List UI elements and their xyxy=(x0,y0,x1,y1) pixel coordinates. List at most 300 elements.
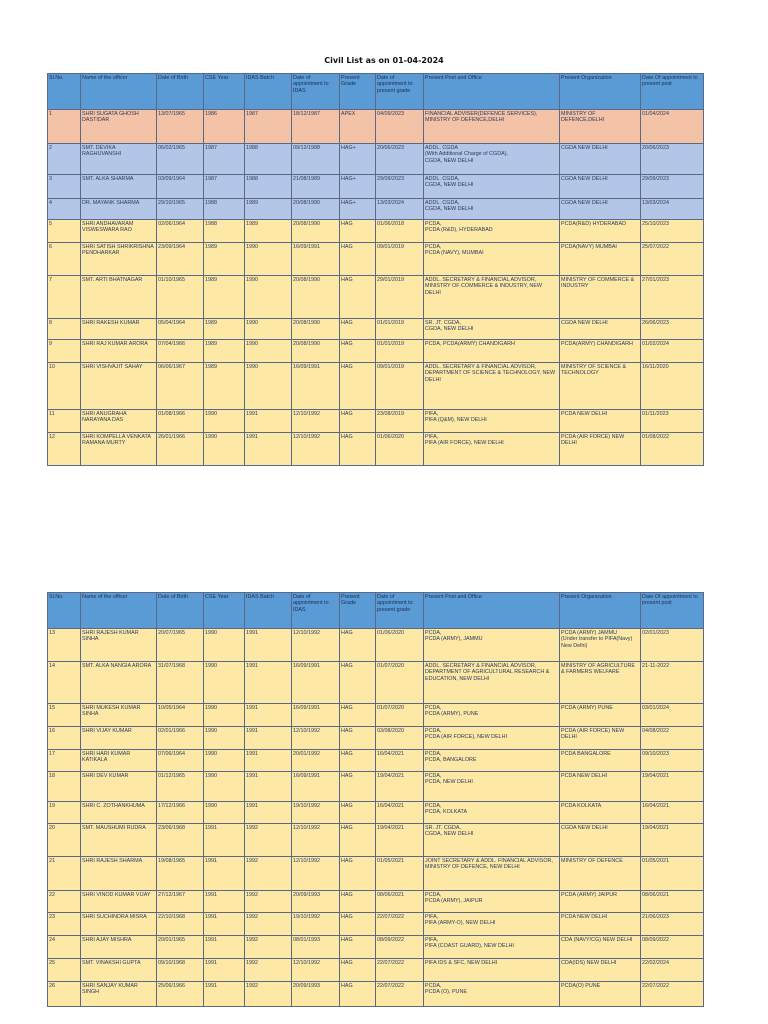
idas-batch-cell: 1987 xyxy=(245,110,292,144)
table-row xyxy=(48,319,704,340)
cse-year-cell: 1990 xyxy=(204,727,245,750)
sl-no-cell: 21 xyxy=(48,857,81,891)
post-appointment-date-cell: 27/01/2023 xyxy=(641,276,704,319)
grade-appointment-date-cell: 01/07/2020 xyxy=(376,662,424,704)
column-header: CSE Year xyxy=(204,74,245,110)
sl-no-cell: 26 xyxy=(48,982,81,1007)
date-of-birth-cell: 31/07/1968 xyxy=(157,662,204,704)
table-row xyxy=(48,750,704,772)
table-header-row xyxy=(48,593,704,629)
idas-batch-cell: 1991 xyxy=(245,750,292,772)
cse-year-cell: 1989 xyxy=(204,363,245,410)
idas-appointment-date-cell: 21/08/1989 xyxy=(292,175,340,199)
post-appointment-date-cell: 20/06/2023 xyxy=(641,144,704,175)
present-grade-cell: HAG xyxy=(340,959,376,982)
present-grade-cell: HAG+ xyxy=(340,199,376,220)
date-of-birth-cell: 06/02/1965 xyxy=(157,144,204,175)
officer-name-cell: SHRI SANJAY KUMAR SINGH xyxy=(81,982,157,1007)
sl-no-cell: 7 xyxy=(48,276,81,319)
idas-batch-cell: 1992 xyxy=(245,936,292,959)
officer-name-cell: SHRI AJAY MISHRA xyxy=(81,936,157,959)
cse-year-cell: 1991 xyxy=(204,857,245,891)
date-of-birth-cell: 03/09/1964 xyxy=(157,175,204,199)
cse-year-cell: 1991 xyxy=(204,913,245,936)
cse-year-cell: 1988 xyxy=(204,220,245,243)
sl-no-cell: 3 xyxy=(48,175,81,199)
sl-no-cell: 10 xyxy=(48,363,81,410)
present-organization-cell: MINISTRY OF COMMERCE & INDUSTRY xyxy=(560,276,641,319)
table-row xyxy=(48,276,704,319)
idas-appointment-date-cell: 12/10/1992 xyxy=(292,857,340,891)
table-row xyxy=(48,243,704,276)
present-post-cell: PIFA, PIFA (COAST GUARD), NEW DELHI xyxy=(424,936,560,959)
cse-year-cell: 1990 xyxy=(204,802,245,824)
present-post-cell: ADDL. SECRETARY & FINANCIAL ADVISOR, MINISTRY OF COMMERCE & INDUSTRY, NEW DELHI xyxy=(424,276,560,319)
column-header: IDAS Batch xyxy=(245,593,292,629)
grade-appointment-date-cell: 09/01/2019 xyxy=(376,363,424,410)
idas-batch-cell: 1988 xyxy=(245,175,292,199)
grade-appointment-date-cell: 01/01/2019 xyxy=(376,340,424,363)
present-grade-cell: HAG xyxy=(340,891,376,913)
present-post-cell: PCDA, PCDA, NEW DELHI xyxy=(424,772,560,802)
page-title: Civil List as on 01-04-2024 xyxy=(324,56,444,65)
column-header: IDAS Batch xyxy=(245,74,292,110)
table-row xyxy=(48,704,704,727)
post-appointment-date-cell: 08/09/2022 xyxy=(641,936,704,959)
idas-appointment-date-cell: 12/10/1992 xyxy=(292,410,340,433)
present-organization-cell: PCDA BANGALORE xyxy=(560,750,641,772)
date-of-birth-cell: 27/12/1967 xyxy=(157,891,204,913)
officer-name-cell: SHRI HARI KUMAR KATIKALA xyxy=(81,750,157,772)
grade-appointment-date-cell: 23/08/2019 xyxy=(376,410,424,433)
grade-appointment-date-cell: 04/09/2023 xyxy=(376,110,424,144)
cse-year-cell: 1990 xyxy=(204,410,245,433)
cse-year-cell: 1987 xyxy=(204,175,245,199)
table-row xyxy=(48,982,704,1007)
present-post-cell: PCDA, PCDA (O), PUNE xyxy=(424,982,560,1007)
grade-appointment-date-cell: 29/01/2019 xyxy=(376,276,424,319)
date-of-birth-cell: 23/09/1964 xyxy=(157,243,204,276)
idas-batch-cell: 1990 xyxy=(245,363,292,410)
civil-list-table-2 xyxy=(47,592,704,1007)
present-post-cell: ADDL. CGDA, CGDA, NEW DELHI xyxy=(424,175,560,199)
post-appointment-date-cell: 21-11-2022 xyxy=(641,662,704,704)
sl-no-cell: 5 xyxy=(48,220,81,243)
grade-appointment-date-cell: 01/06/2020 xyxy=(376,433,424,466)
officer-name-cell: SHRI VINOD KUMAR VIJAY xyxy=(81,891,157,913)
post-appointment-date-cell: 01/11/2023 xyxy=(641,410,704,433)
idas-appointment-date-cell: 16/09/1991 xyxy=(292,243,340,276)
present-organization-cell: PCDA(O) PUNE xyxy=(560,982,641,1007)
date-of-birth-cell: 20/07/1965 xyxy=(157,629,204,662)
cse-year-cell: 1987 xyxy=(204,144,245,175)
grade-appointment-date-cell: 08/09/2022 xyxy=(376,936,424,959)
present-post-cell: PCDA, PCDA(ARMY) CHANDIGARH xyxy=(424,340,560,363)
grade-appointment-date-cell: 22/07/2022 xyxy=(376,982,424,1007)
grade-appointment-date-cell: 08/06/2021 xyxy=(376,891,424,913)
cse-year-cell: 1990 xyxy=(204,750,245,772)
sl-no-cell: 24 xyxy=(48,936,81,959)
idas-batch-cell: 1992 xyxy=(245,913,292,936)
column-header: Sl.No. xyxy=(48,74,81,110)
idas-appointment-date-cell: 19/10/1992 xyxy=(292,913,340,936)
present-grade-cell: HAG xyxy=(340,857,376,891)
present-grade-cell: HAG xyxy=(340,319,376,340)
post-appointment-date-cell: 19/04/2021 xyxy=(641,772,704,802)
idas-appointment-date-cell: 20/01/1992 xyxy=(292,750,340,772)
cse-year-cell: 1990 xyxy=(204,704,245,727)
present-organization-cell: MINISTRY OF DEFENCE xyxy=(560,857,641,891)
date-of-birth-cell: 07/06/1964 xyxy=(157,750,204,772)
present-organization-cell: PCDA NEW DELHI xyxy=(560,410,641,433)
officer-name-cell: SHRI RAKESH KUMAR xyxy=(81,319,157,340)
column-header: Present Grade xyxy=(340,74,376,110)
column-header: Name of the officer xyxy=(81,74,157,110)
present-organization-cell: PCDA(ARMY) CHANDIGARH xyxy=(560,340,641,363)
table-row xyxy=(48,857,704,891)
column-header: Date Of appointment to present post xyxy=(641,593,704,629)
column-header: Name of the officer xyxy=(81,593,157,629)
sl-no-cell: 18 xyxy=(48,772,81,802)
present-grade-cell: HAG xyxy=(340,727,376,750)
column-header: Sl.No. xyxy=(48,593,81,629)
officer-name-cell: SHRI C. ZOTHANKHUMA xyxy=(81,802,157,824)
present-organization-cell: PCDA (AIR FORCE) NEW DELHI xyxy=(560,433,641,466)
cse-year-cell: 1986 xyxy=(204,110,245,144)
present-grade-cell: HAG xyxy=(340,276,376,319)
post-appointment-date-cell: 22/02/2024 xyxy=(641,959,704,982)
officer-name-cell: SHRI VIJAY KUMAR xyxy=(81,727,157,750)
grade-appointment-date-cell: 01/06/2018 xyxy=(376,220,424,243)
sl-no-cell: 22 xyxy=(48,891,81,913)
post-appointment-date-cell: 25/07/2022 xyxy=(641,243,704,276)
date-of-birth-cell: 29/10/1965 xyxy=(157,199,204,220)
present-organization-cell: MINISTRY OF SCIENCE & TECHNOLOGY xyxy=(560,363,641,410)
column-header: Present Organization xyxy=(560,593,641,629)
table-row xyxy=(48,363,704,410)
cse-year-cell: 1989 xyxy=(204,276,245,319)
post-appointment-date-cell: 01/08/2022 xyxy=(641,433,704,466)
officer-name-cell: SHRI ANDHAVARAM VISWESWARA RAO xyxy=(81,220,157,243)
sl-no-cell: 25 xyxy=(48,959,81,982)
date-of-birth-cell: 10/05/1964 xyxy=(157,704,204,727)
cse-year-cell: 1989 xyxy=(204,340,245,363)
idas-appointment-date-cell: 12/10/1992 xyxy=(292,727,340,750)
present-grade-cell: HAG xyxy=(340,936,376,959)
idas-batch-cell: 1990 xyxy=(245,276,292,319)
officer-name-cell: SHRI SATISH SHRIKRISHNA PENDHARKAR xyxy=(81,243,157,276)
post-appointment-date-cell: 25/10/2023 xyxy=(641,220,704,243)
idas-appointment-date-cell: 20/09/1993 xyxy=(292,891,340,913)
date-of-birth-cell: 19/08/1965 xyxy=(157,857,204,891)
sl-no-cell: 8 xyxy=(48,319,81,340)
present-organization-cell: PCDA (ARMY) JAMMU (Under transfer to PIFA(Navy) New Delhi) xyxy=(560,629,641,662)
grade-appointment-date-cell: 29/09/2023 xyxy=(376,175,424,199)
table-row xyxy=(48,727,704,750)
present-post-cell: PCDA, PCDA (R&D), HYDERABAD xyxy=(424,220,560,243)
present-post-cell: PIFA, PIFA (Q&M), NEW DELHI xyxy=(424,410,560,433)
present-grade-cell: HAG xyxy=(340,982,376,1007)
idas-appointment-date-cell: 20/09/1993 xyxy=(292,982,340,1007)
idas-appointment-date-cell: 08/01/1993 xyxy=(292,936,340,959)
idas-appointment-date-cell: 12/10/1992 xyxy=(292,959,340,982)
present-grade-cell: HAG xyxy=(340,363,376,410)
post-appointment-date-cell: 01/05/2021 xyxy=(641,857,704,891)
date-of-birth-cell: 02/01/1966 xyxy=(157,727,204,750)
present-organization-cell: PCDA(NAVY) MUMBAI xyxy=(560,243,641,276)
cse-year-cell: 1991 xyxy=(204,982,245,1007)
idas-batch-cell: 1989 xyxy=(245,220,292,243)
date-of-birth-cell: 02/06/1964 xyxy=(157,220,204,243)
sl-no-cell: 6 xyxy=(48,243,81,276)
present-post-cell: PIFA, PIFA (ARMY-O), NEW DELHI xyxy=(424,913,560,936)
post-appointment-date-cell: 16/04/2021 xyxy=(641,802,704,824)
post-appointment-date-cell: 22/07/2022 xyxy=(641,982,704,1007)
post-appointment-date-cell: 04/08/2022 xyxy=(641,727,704,750)
grade-appointment-date-cell: 03/08/2020 xyxy=(376,727,424,750)
sl-no-cell: 15 xyxy=(48,704,81,727)
post-appointment-date-cell: 13/03/2024 xyxy=(641,199,704,220)
present-grade-cell: HAG+ xyxy=(340,175,376,199)
idas-batch-cell: 1989 xyxy=(245,199,292,220)
present-organization-cell: CGDA NEW DELHI xyxy=(560,199,641,220)
idas-appointment-date-cell: 19/10/1992 xyxy=(292,802,340,824)
idas-appointment-date-cell: 12/10/1992 xyxy=(292,824,340,857)
grade-appointment-date-cell: 01/06/2020 xyxy=(376,629,424,662)
sl-no-cell: 19 xyxy=(48,802,81,824)
idas-appointment-date-cell: 12/10/1992 xyxy=(292,629,340,662)
grade-appointment-date-cell: 01/01/2019 xyxy=(376,319,424,340)
present-post-cell: PCDA, PCDA, BANGALORE xyxy=(424,750,560,772)
officer-name-cell: DR. MAYANK SHARMA xyxy=(81,199,157,220)
table-row xyxy=(48,433,704,466)
table-row xyxy=(48,824,704,857)
cse-year-cell: 1991 xyxy=(204,824,245,857)
present-organization-cell: MINISTRY OF AGRICULTURE & FARMERS WELFARE xyxy=(560,662,641,704)
present-grade-cell: HAG xyxy=(340,220,376,243)
table-row xyxy=(48,199,704,220)
present-organization-cell: CGDA NEW DELHI xyxy=(560,319,641,340)
column-header: CSE Year xyxy=(204,593,245,629)
cse-year-cell: 1990 xyxy=(204,433,245,466)
date-of-birth-cell: 06/06/1967 xyxy=(157,363,204,410)
idas-appointment-date-cell: 20/08/1990 xyxy=(292,276,340,319)
idas-batch-cell: 1991 xyxy=(245,662,292,704)
table-row xyxy=(48,802,704,824)
present-organization-cell: CGDA NEW DELHI xyxy=(560,824,641,857)
idas-batch-cell: 1991 xyxy=(245,433,292,466)
sl-no-cell: 16 xyxy=(48,727,81,750)
cse-year-cell: 1990 xyxy=(204,662,245,704)
officer-name-cell: SMT. MAUSHUMI RUDRA xyxy=(81,824,157,857)
officer-name-cell: SMT. DEVIKA RAGHUVANSHI xyxy=(81,144,157,175)
table-row xyxy=(48,340,704,363)
present-grade-cell: HAG xyxy=(340,802,376,824)
idas-appointment-date-cell: 20/08/1990 xyxy=(292,199,340,220)
officer-name-cell: SMT. VINAKSHI GUPTA xyxy=(81,959,157,982)
grade-appointment-date-cell: 19/04/2021 xyxy=(376,772,424,802)
post-appointment-date-cell: 29/09/2023 xyxy=(641,175,704,199)
idas-batch-cell: 1992 xyxy=(245,857,292,891)
date-of-birth-cell: 01/10/1965 xyxy=(157,276,204,319)
idas-batch-cell: 1992 xyxy=(245,982,292,1007)
present-grade-cell: HAG xyxy=(340,750,376,772)
officer-name-cell: SHRI SUCHINDRA MISRA xyxy=(81,913,157,936)
post-appointment-date-cell: 26/06/2023 xyxy=(641,319,704,340)
cse-year-cell: 1988 xyxy=(204,199,245,220)
present-organization-cell: CDA (NAVY/CG) NEW DELHI xyxy=(560,936,641,959)
present-organization-cell: PCDA KOLKATA xyxy=(560,802,641,824)
table-row xyxy=(48,959,704,982)
present-grade-cell: HAG+ xyxy=(340,144,376,175)
present-post-cell: PCDA, PCDA (AIR FORCE), NEW DELHI xyxy=(424,727,560,750)
table-row xyxy=(48,662,704,704)
present-post-cell: SR. JT. CGDA, CGDA, NEW DELHI xyxy=(424,824,560,857)
present-post-cell: PCDA, PCDA, KOLKATA xyxy=(424,802,560,824)
present-grade-cell: APEX xyxy=(340,110,376,144)
present-post-cell: FINANCIAL ADVISER(DEFENCE SERVICES), MINISTRY OF DEFENCE,DELHI xyxy=(424,110,560,144)
column-header: Date of Birth xyxy=(157,593,204,629)
sl-no-cell: 23 xyxy=(48,913,81,936)
table-row xyxy=(48,144,704,175)
present-post-cell: PCDA, PCDA (ARMY), JAIPUR xyxy=(424,891,560,913)
date-of-birth-cell: 23/06/1968 xyxy=(157,824,204,857)
officer-name-cell: SHRI DEV KUMAR xyxy=(81,772,157,802)
present-organization-cell: MINISTRY OF DEFENCE,DELHI xyxy=(560,110,641,144)
cse-year-cell: 1990 xyxy=(204,629,245,662)
table-row xyxy=(48,913,704,936)
idas-appointment-date-cell: 09/12/1988 xyxy=(292,144,340,175)
present-grade-cell: HAG xyxy=(340,704,376,727)
grade-appointment-date-cell: 19/04/2021 xyxy=(376,824,424,857)
idas-batch-cell: 1991 xyxy=(245,772,292,802)
table-row xyxy=(48,629,704,662)
column-header: Date of appointment to present grade xyxy=(376,74,424,110)
officer-name-cell: SMT. ALKA NANGIA ARORA xyxy=(81,662,157,704)
table-row xyxy=(48,936,704,959)
grade-appointment-date-cell: 01/05/2021 xyxy=(376,857,424,891)
sl-no-cell: 4 xyxy=(48,199,81,220)
column-header: Date of appointment to present grade xyxy=(376,593,424,629)
table-row xyxy=(48,891,704,913)
sl-no-cell: 17 xyxy=(48,750,81,772)
post-appointment-date-cell: 16/11/2020 xyxy=(641,363,704,410)
date-of-birth-cell: 09/10/1968 xyxy=(157,959,204,982)
idas-batch-cell: 1991 xyxy=(245,802,292,824)
idas-batch-cell: 1990 xyxy=(245,243,292,276)
cse-year-cell: 1991 xyxy=(204,891,245,913)
grade-appointment-date-cell: 13/03/2024 xyxy=(376,199,424,220)
present-post-cell: ADDL. CGDA, CGDA, NEW DELHI xyxy=(424,199,560,220)
idas-appointment-date-cell: 20/08/1990 xyxy=(292,319,340,340)
post-appointment-date-cell: 01/04/2024 xyxy=(641,110,704,144)
column-header: Present Post and Office xyxy=(424,74,560,110)
column-header: Date Of appointment to present post xyxy=(641,74,704,110)
idas-batch-cell: 1992 xyxy=(245,891,292,913)
present-post-cell: SR. JT. CGDA, CGDA, NEW DELHI xyxy=(424,319,560,340)
present-post-cell: PIFA IDS & SFC, NEW DELHI xyxy=(424,959,560,982)
date-of-birth-cell: 22/10/1968 xyxy=(157,913,204,936)
present-grade-cell: HAG xyxy=(340,410,376,433)
column-header: Present Post and Office xyxy=(424,593,560,629)
present-organization-cell: PCDA (AIR FORCE) NEW DELHI xyxy=(560,727,641,750)
idas-appointment-date-cell: 16/09/1991 xyxy=(292,363,340,410)
officer-name-cell: SHRI MUKESH KUMAR SINHA xyxy=(81,704,157,727)
present-organization-cell: CGDA NEW DELHI xyxy=(560,175,641,199)
table-row xyxy=(48,175,704,199)
sl-no-cell: 1 xyxy=(48,110,81,144)
present-organization-cell: PCDA(R&D) HYDERABAD xyxy=(560,220,641,243)
present-organization-cell: PCDA NEW DELHI xyxy=(560,772,641,802)
officer-name-cell: SHRI RAJESH SHARMA xyxy=(81,857,157,891)
present-grade-cell: HAG xyxy=(340,662,376,704)
idas-batch-cell: 1988 xyxy=(245,144,292,175)
grade-appointment-date-cell: 20/06/2023 xyxy=(376,144,424,175)
column-header: Date of appointment to IDAS xyxy=(292,593,340,629)
officer-name-cell: SHRI SUGATA GHOSH DASTIDAR xyxy=(81,110,157,144)
date-of-birth-cell: 01/12/1965 xyxy=(157,772,204,802)
sl-no-cell: 12 xyxy=(48,433,81,466)
present-organization-cell: CDA(IDS) NEW DELHI xyxy=(560,959,641,982)
officer-name-cell: SMT. ARTI BHATNAGAR xyxy=(81,276,157,319)
idas-appointment-date-cell: 18/12/1987 xyxy=(292,110,340,144)
date-of-birth-cell: 01/08/1966 xyxy=(157,410,204,433)
idas-batch-cell: 1991 xyxy=(245,727,292,750)
present-post-cell: PCDA, PCDA (NAVY), MUMBAI xyxy=(424,243,560,276)
post-appointment-date-cell: 19/04/2021 xyxy=(641,824,704,857)
table-row xyxy=(48,220,704,243)
present-organization-cell: PCDA (ARMY) PUNE xyxy=(560,704,641,727)
officer-name-cell: SHRI ANUGRAHA NARAYANA DAS xyxy=(81,410,157,433)
present-grade-cell: HAG xyxy=(340,913,376,936)
date-of-birth-cell: 20/01/1965 xyxy=(157,936,204,959)
present-grade-cell: HAG xyxy=(340,629,376,662)
column-header: Date of Birth xyxy=(157,74,204,110)
sl-no-cell: 11 xyxy=(48,410,81,433)
civil-list-table-1 xyxy=(47,73,704,466)
grade-appointment-date-cell: 22/07/2022 xyxy=(376,959,424,982)
present-post-cell: ADDL. SECRETARY & FINANCIAL ADVISOR, DEPARTMENT OF SCIENCE & TECHNOLOGY, NEW DELHI xyxy=(424,363,560,410)
grade-appointment-date-cell: 09/01/2019 xyxy=(376,243,424,276)
idas-batch-cell: 1990 xyxy=(245,319,292,340)
officer-name-cell: SHRI RAJ KUMAR ARORA xyxy=(81,340,157,363)
present-grade-cell: HAG xyxy=(340,243,376,276)
cse-year-cell: 1989 xyxy=(204,319,245,340)
sl-no-cell: 14 xyxy=(48,662,81,704)
present-post-cell: PCDA, PCDA (ARMY), PUNE xyxy=(424,704,560,727)
date-of-birth-cell: 07/04/1966 xyxy=(157,340,204,363)
idas-appointment-date-cell: 16/09/1991 xyxy=(292,772,340,802)
present-post-cell: PCDA, PCDA (ARMY), JAMMU xyxy=(424,629,560,662)
present-post-cell: PIFA, PIFA (AIR FORCE), NEW DELHI xyxy=(424,433,560,466)
post-appointment-date-cell: 09/10/2023 xyxy=(641,750,704,772)
idas-batch-cell: 1992 xyxy=(245,959,292,982)
table-row xyxy=(48,772,704,802)
date-of-birth-cell: 13/07/1965 xyxy=(157,110,204,144)
idas-appointment-date-cell: 20/08/1990 xyxy=(292,340,340,363)
present-post-cell: JOINT SECRETARY & ADDL. FINANCIAL ADVISOR, MINISTRY OF DEFENCE, NEW DELHI xyxy=(424,857,560,891)
cse-year-cell: 1991 xyxy=(204,936,245,959)
present-grade-cell: HAG xyxy=(340,433,376,466)
cse-year-cell: 1991 xyxy=(204,959,245,982)
idas-appointment-date-cell: 20/08/1990 xyxy=(292,220,340,243)
grade-appointment-date-cell: 22/07/2022 xyxy=(376,913,424,936)
idas-batch-cell: 1991 xyxy=(245,704,292,727)
sl-no-cell: 20 xyxy=(48,824,81,857)
sl-no-cell: 2 xyxy=(48,144,81,175)
column-header: Present Organization xyxy=(560,74,641,110)
post-appointment-date-cell: 03/01/2024 xyxy=(641,704,704,727)
